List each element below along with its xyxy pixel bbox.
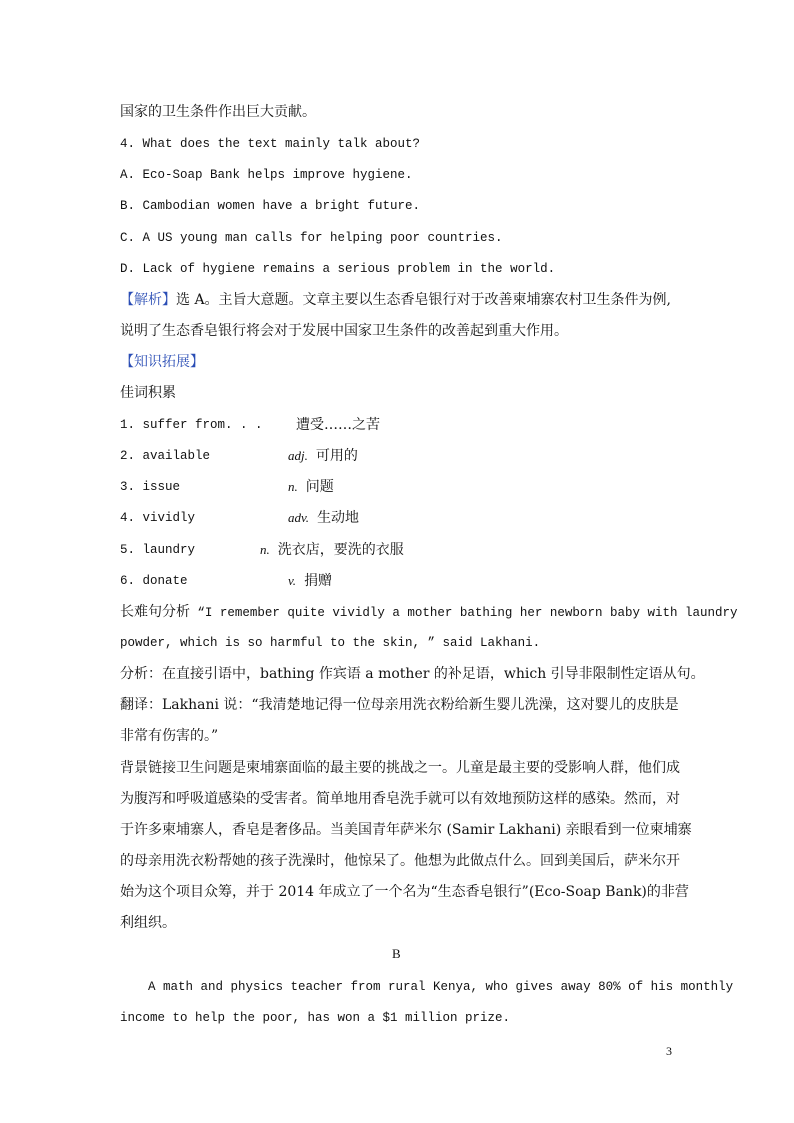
analysis-text: 选 A。主旨大意题。文章主要以生态香皂银行对于改善柬埔寨农村卫生条件为例, <box>176 292 672 308</box>
text-line: 国家的卫生条件作出巨大贡献。 <box>120 104 316 120</box>
passage-line: income to help the poor, has won a $1 million prize. <box>120 1011 511 1025</box>
knowledge-tag: 【知识拓展】 <box>120 354 204 370</box>
sentence-translation-2: 非常有伤害的。” <box>120 728 219 744</box>
vocab-pos: v. <box>288 573 297 588</box>
vocab-word: 4. vividly <box>120 511 196 525</box>
vocab-word: 6. donate <box>120 574 188 588</box>
sentence-analysis: 分析：在直接引语中，bathing 作宾语 a mother 的补足语，which 引导非限制性定语从句。 <box>120 666 705 682</box>
option-a: A. Eco-Soap Bank helps improve hygiene. <box>120 168 413 182</box>
vocab-word: 2. available <box>120 449 211 463</box>
vocab-meaning <box>288 509 359 527</box>
sentence-quote-2: powder, which is so harmful to the skin, ” said Lakhani. <box>120 636 541 650</box>
vocab-meaning <box>288 416 380 434</box>
vocab-pos: adj. <box>288 448 308 463</box>
sentence-label: 长难句分析 <box>120 604 190 620</box>
section-heading: B <box>392 946 401 961</box>
vocab-meaning-text: 可用的 <box>315 448 358 464</box>
background-line: 为腹泻和呼吸道感染的受害者。简单地用香皂洗手就可以有效地预防这样的感染。然而，对 <box>120 791 680 807</box>
vocab-pos: n. <box>260 542 270 557</box>
option-d: D. Lack of hygiene remains a serious problem in the world. <box>120 262 556 276</box>
sentence-line <box>120 603 737 622</box>
vocab-pos: adv. <box>288 510 310 525</box>
vocab-meaning <box>288 572 332 590</box>
vocab-meaning <box>288 478 334 496</box>
background-line: 于许多柬埔寨人，香皂是奢侈品。当美国青年萨米尔 (Samir Lakhani) 亲眼看到一位柬埔寨 <box>120 822 692 838</box>
vocab-word: 5. laundry <box>120 543 196 557</box>
vocab-word: 1. suffer from. . . <box>120 418 263 432</box>
vocab-meaning-text: 生动地 <box>317 510 360 526</box>
background-line: 利组织。 <box>120 915 176 931</box>
page-number: 3 <box>666 1044 672 1058</box>
vocab-meaning <box>288 447 358 465</box>
vocab-pos: n. <box>288 479 298 494</box>
background-line: 的母亲用洗衣粉帮她的孩子洗澡时，他惊呆了。他想为此做点什么。回到美国后，萨米尔开 <box>120 853 680 869</box>
analysis-line <box>120 291 671 309</box>
option-c: C. A US young man calls for helping poor countries. <box>120 231 503 245</box>
vocab-meaning-text: 问题 <box>305 479 334 495</box>
vocab-meaning-text: 捐赠 <box>304 573 333 589</box>
sentence-quote: “I remember quite vividly a mother bathing her newborn baby with laundry <box>197 606 738 620</box>
analysis-line-2: 说明了生态香皂银行将会对于发展中国家卫生条件的改善起到重大作用。 <box>120 323 568 339</box>
question-4: 4. What does the text mainly talk about? <box>120 137 421 151</box>
option-b: B. Cambodian women have a bright future. <box>120 199 421 213</box>
vocab-title: 佳词积累 <box>120 385 176 401</box>
passage-line: A math and physics teacher from rural Kenya, who gives away 80% of his monthly <box>148 980 734 994</box>
analysis-tag: 【解析】 <box>120 292 176 308</box>
background-line: 背景链接卫生问题是柬埔寨面临的最主要的挑战之一。儿童是最主要的受影响人群，他们成 <box>120 760 680 776</box>
vocab-meaning <box>260 541 404 559</box>
vocab-meaning-text: 遭受……之苦 <box>296 417 380 433</box>
background-line: 始为这个项目众筹，并于 2014 年成立了一个名为“生态香皂银行”(Eco-Soap Bank)的非营 <box>120 884 689 900</box>
vocab-meaning-text: 洗衣店，要洗的衣服 <box>277 542 404 558</box>
sentence-translation: 翻译：Lakhani 说：“我清楚地记得一位母亲用洗衣粉给新生婴儿洗澡，这对婴儿的皮肤是 <box>120 697 679 713</box>
vocab-word: 3. issue <box>120 480 181 494</box>
